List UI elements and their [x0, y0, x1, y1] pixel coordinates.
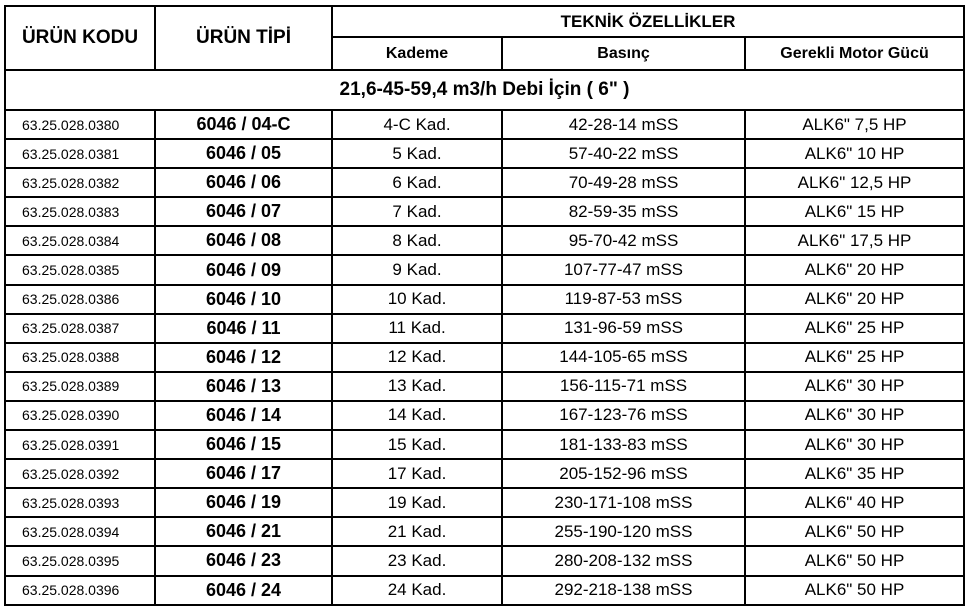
header-basinc: Basınç — [502, 37, 745, 70]
product-type-cell: 6046 / 13 — [155, 372, 332, 401]
product-code-cell: 63.25.028.0394 — [5, 517, 155, 546]
product-code-cell: 63.25.028.0396 — [5, 576, 155, 605]
table-row — [5, 255, 964, 284]
basinc-cell: 107-77-47 mSS — [502, 255, 745, 284]
motor-gucu-cell: ALK6" 30 HP — [745, 372, 964, 401]
motor-gucu-cell: ALK6" 50 HP — [745, 517, 964, 546]
product-code-cell: 63.25.028.0385 — [5, 255, 155, 284]
table-row — [5, 488, 964, 517]
product-type-cell: 6046 / 10 — [155, 285, 332, 314]
table-row — [5, 430, 964, 459]
kademe-cell: 24 Kad. — [332, 576, 502, 605]
motor-gucu-cell: ALK6" 12,5 HP — [745, 168, 964, 197]
product-type-cell: 6046 / 21 — [155, 517, 332, 546]
product-type-cell: 6046 / 24 — [155, 576, 332, 605]
kademe-cell: 6 Kad. — [332, 168, 502, 197]
basinc-cell: 70-49-28 mSS — [502, 168, 745, 197]
header-kademe: Kademe — [332, 37, 502, 70]
basinc-cell: 167-123-76 mSS — [502, 401, 745, 430]
kademe-cell: 9 Kad. — [332, 255, 502, 284]
kademe-cell: 15 Kad. — [332, 430, 502, 459]
product-type-cell: 6046 / 09 — [155, 255, 332, 284]
product-type-cell: 6046 / 19 — [155, 488, 332, 517]
product-code-cell: 63.25.028.0386 — [5, 285, 155, 314]
product-code-cell: 63.25.028.0387 — [5, 314, 155, 343]
header-motor-gucu: Gerekli Motor Gücü — [745, 37, 964, 70]
motor-gucu-cell: ALK6" 50 HP — [745, 576, 964, 605]
basinc-cell: 181-133-83 mSS — [502, 430, 745, 459]
motor-gucu-cell: ALK6" 25 HP — [745, 314, 964, 343]
kademe-cell: 23 Kad. — [332, 546, 502, 575]
kademe-cell: 5 Kad. — [332, 139, 502, 168]
product-type-cell: 6046 / 12 — [155, 343, 332, 372]
kademe-cell: 8 Kad. — [332, 226, 502, 255]
kademe-cell: 19 Kad. — [332, 488, 502, 517]
table-row — [5, 459, 964, 488]
table-row — [5, 197, 964, 226]
header-teknik-ozellikler: TEKNİK ÖZELLİKLER — [332, 6, 964, 37]
basinc-cell: 57-40-22 mSS — [502, 139, 745, 168]
table-row — [5, 517, 964, 546]
table-row — [5, 168, 964, 197]
kademe-cell: 11 Kad. — [332, 314, 502, 343]
basinc-cell: 131-96-59 mSS — [502, 314, 745, 343]
basinc-cell: 119-87-53 mSS — [502, 285, 745, 314]
motor-gucu-cell: ALK6" 17,5 HP — [745, 226, 964, 255]
product-type-cell: 6046 / 08 — [155, 226, 332, 255]
header-urun-kodu: ÜRÜN KODU — [5, 6, 155, 70]
product-code-cell: 63.25.028.0391 — [5, 430, 155, 459]
table-row — [5, 226, 964, 255]
basinc-cell: 95-70-42 mSS — [502, 226, 745, 255]
product-spec-table — [4, 5, 965, 606]
kademe-cell: 12 Kad. — [332, 343, 502, 372]
table-row — [5, 546, 964, 575]
basinc-cell: 280-208-132 mSS — [502, 546, 745, 575]
product-type-cell: 6046 / 07 — [155, 197, 332, 226]
product-code-cell: 63.25.028.0393 — [5, 488, 155, 517]
motor-gucu-cell: ALK6" 20 HP — [745, 285, 964, 314]
product-type-cell: 6046 / 06 — [155, 168, 332, 197]
basinc-cell: 42-28-14 mSS — [502, 110, 745, 139]
basinc-cell: 144-105-65 mSS — [502, 343, 745, 372]
product-type-cell: 6046 / 04-C — [155, 110, 332, 139]
motor-gucu-cell: ALK6" 40 HP — [745, 488, 964, 517]
basinc-cell: 205-152-96 mSS — [502, 459, 745, 488]
product-type-cell: 6046 / 23 — [155, 546, 332, 575]
product-type-cell: 6046 / 11 — [155, 314, 332, 343]
table-body — [5, 110, 964, 605]
product-type-cell: 6046 / 15 — [155, 430, 332, 459]
motor-gucu-cell: ALK6" 15 HP — [745, 197, 964, 226]
table-row — [5, 372, 964, 401]
kademe-cell: 10 Kad. — [332, 285, 502, 314]
kademe-cell: 21 Kad. — [332, 517, 502, 546]
motor-gucu-cell: ALK6" 30 HP — [745, 401, 964, 430]
motor-gucu-cell: ALK6" 20 HP — [745, 255, 964, 284]
table-row — [5, 110, 964, 139]
basinc-cell: 156-115-71 mSS — [502, 372, 745, 401]
table-row — [5, 401, 964, 430]
basinc-cell: 255-190-120 mSS — [502, 517, 745, 546]
product-code-cell: 63.25.028.0395 — [5, 546, 155, 575]
motor-gucu-cell: ALK6" 50 HP — [745, 546, 964, 575]
basinc-cell: 82-59-35 mSS — [502, 197, 745, 226]
kademe-cell: 14 Kad. — [332, 401, 502, 430]
product-type-cell: 6046 / 17 — [155, 459, 332, 488]
kademe-cell: 13 Kad. — [332, 372, 502, 401]
table-row — [5, 139, 964, 168]
product-code-cell: 63.25.028.0381 — [5, 139, 155, 168]
product-code-cell: 63.25.028.0380 — [5, 110, 155, 139]
header-urun-tipi: ÜRÜN TİPİ — [155, 6, 332, 70]
kademe-cell: 4-C Kad. — [332, 110, 502, 139]
product-code-cell: 63.25.028.0383 — [5, 197, 155, 226]
product-code-cell: 63.25.028.0389 — [5, 372, 155, 401]
kademe-cell: 17 Kad. — [332, 459, 502, 488]
section-title: 21,6-45-59,4 m3/h Debi İçin ( 6" ) — [5, 70, 964, 110]
product-code-cell: 63.25.028.0390 — [5, 401, 155, 430]
product-code-cell: 63.25.028.0388 — [5, 343, 155, 372]
motor-gucu-cell: ALK6" 25 HP — [745, 343, 964, 372]
table-row — [5, 285, 964, 314]
product-type-cell: 6046 / 05 — [155, 139, 332, 168]
table-row — [5, 343, 964, 372]
motor-gucu-cell: ALK6" 35 HP — [745, 459, 964, 488]
motor-gucu-cell: ALK6" 7,5 HP — [745, 110, 964, 139]
product-code-cell: 63.25.028.0382 — [5, 168, 155, 197]
table-row — [5, 576, 964, 605]
product-code-cell: 63.25.028.0392 — [5, 459, 155, 488]
kademe-cell: 7 Kad. — [332, 197, 502, 226]
basinc-cell: 230-171-108 mSS — [502, 488, 745, 517]
motor-gucu-cell: ALK6" 10 HP — [745, 139, 964, 168]
table-row — [5, 314, 964, 343]
product-code-cell: 63.25.028.0384 — [5, 226, 155, 255]
basinc-cell: 292-218-138 mSS — [502, 576, 745, 605]
motor-gucu-cell: ALK6" 30 HP — [745, 430, 964, 459]
product-type-cell: 6046 / 14 — [155, 401, 332, 430]
